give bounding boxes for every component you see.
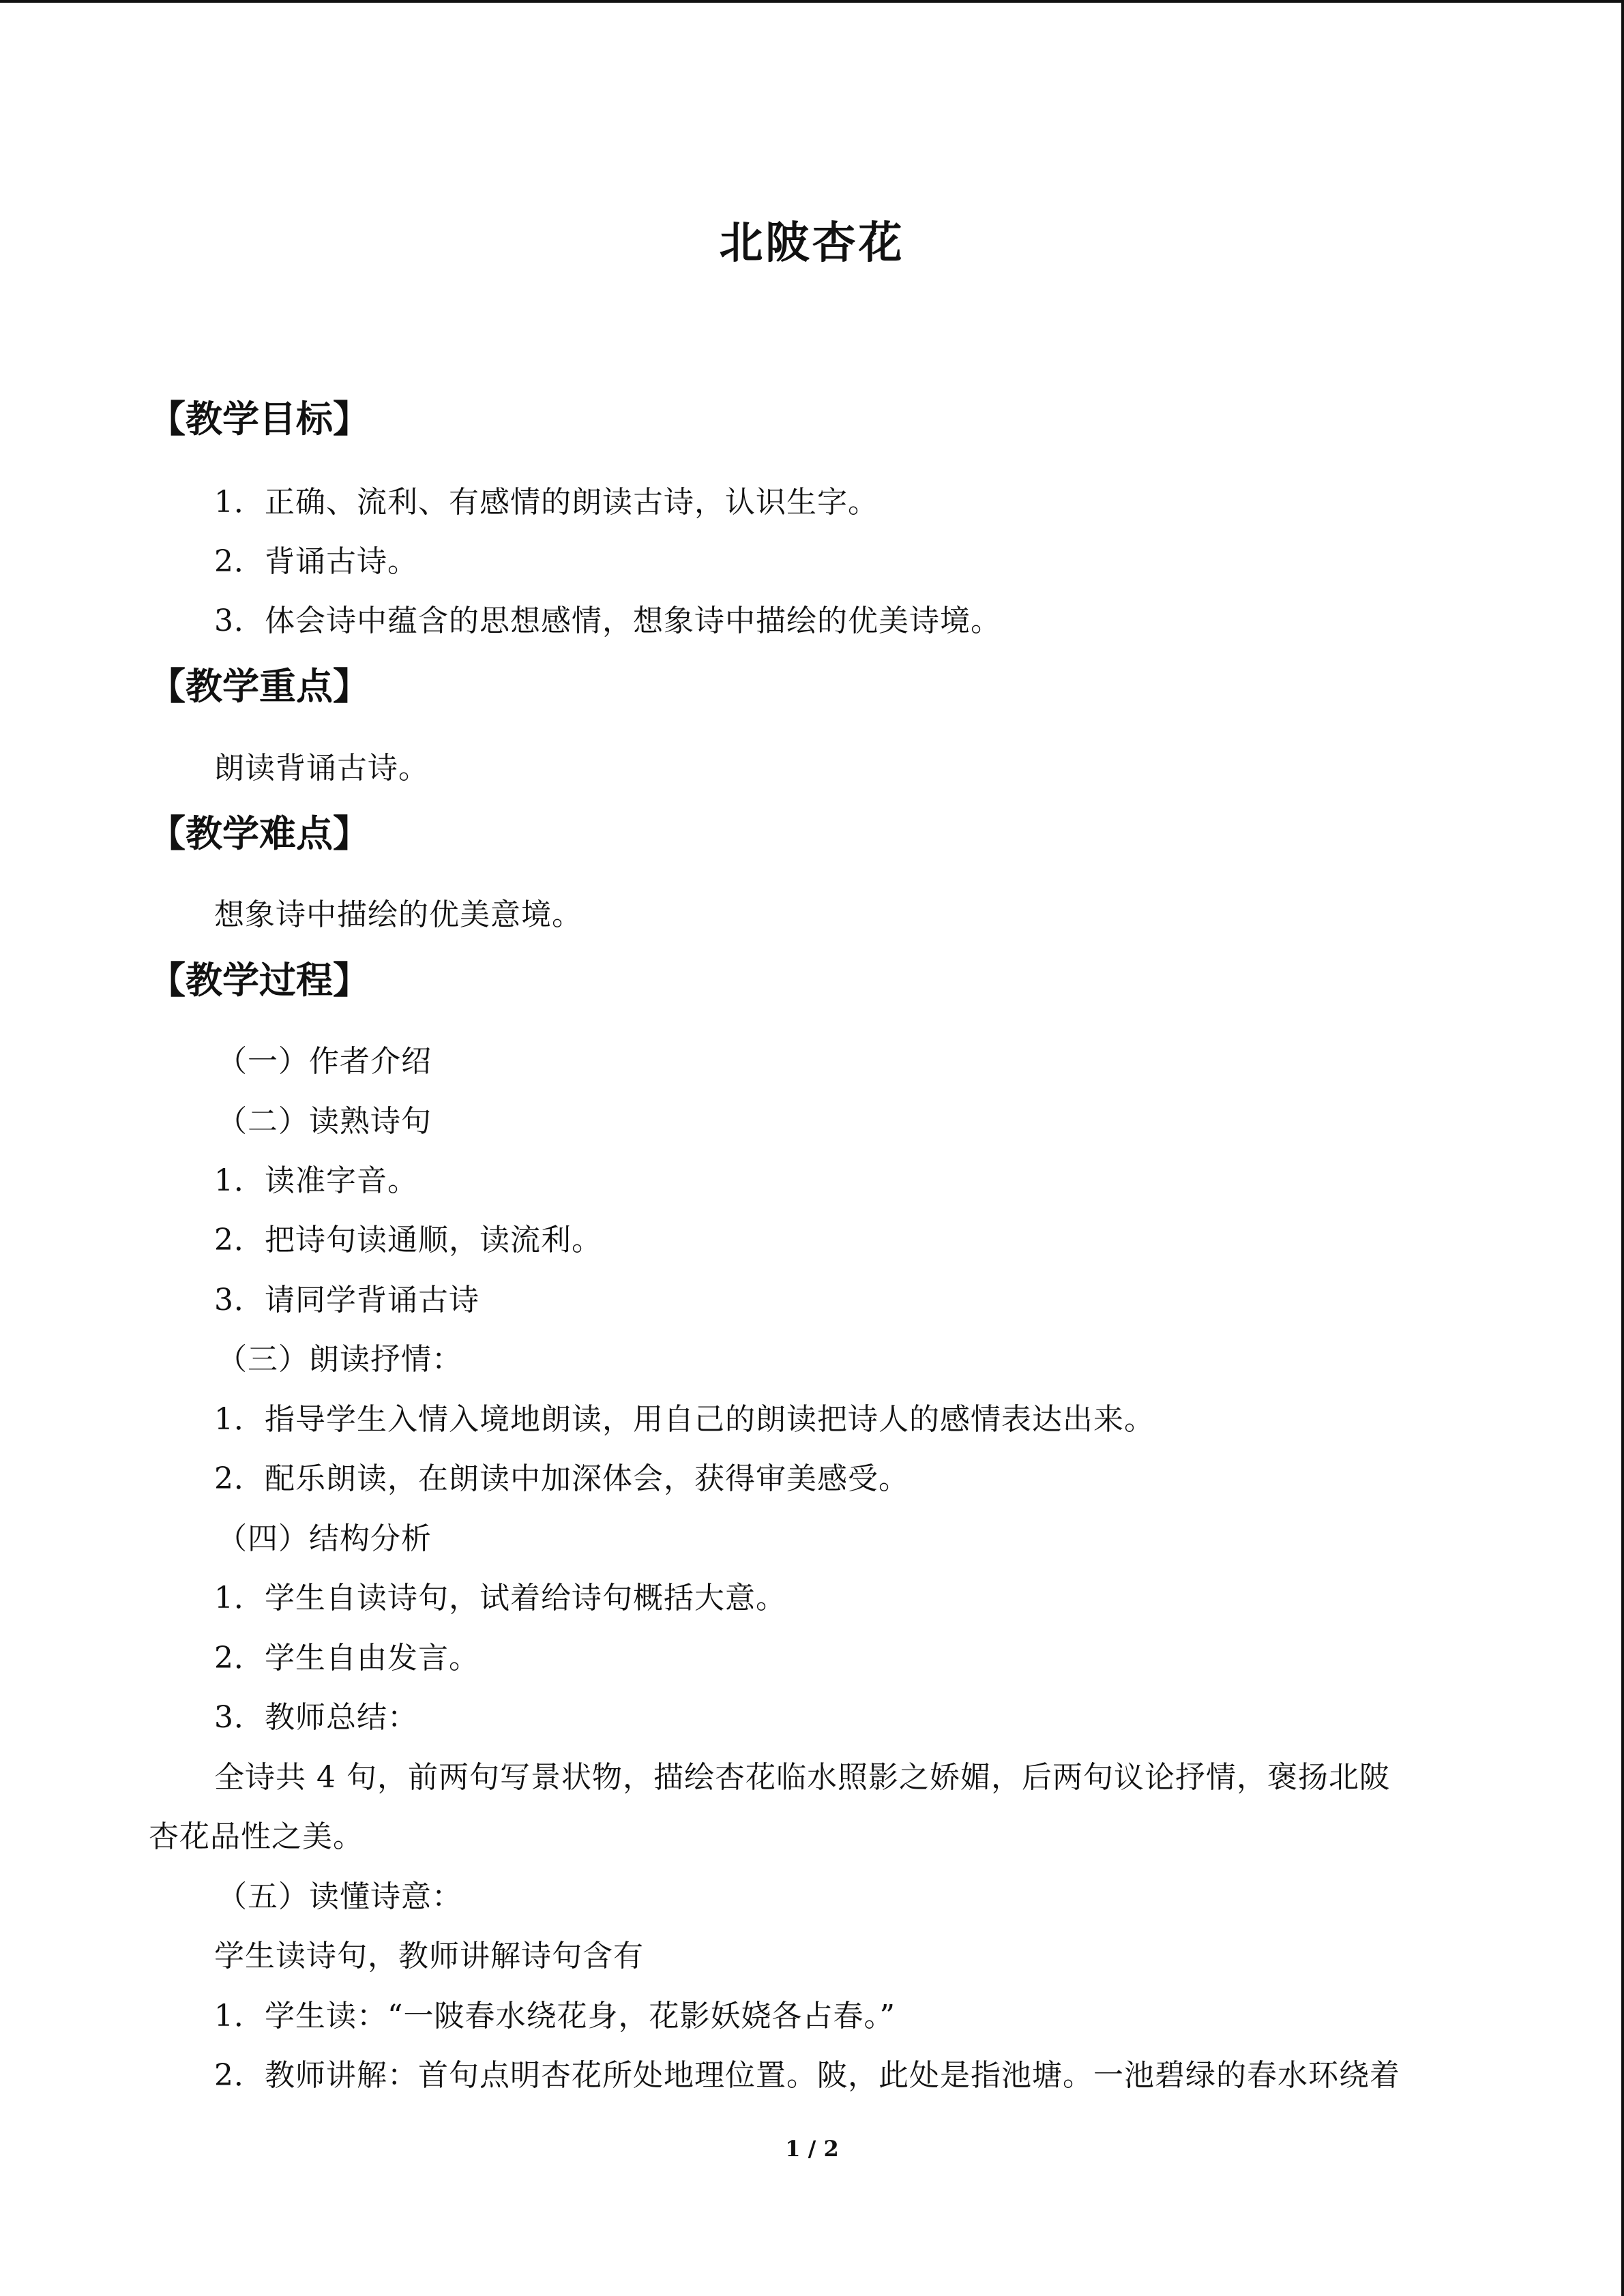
page-title: 北陂杏花 [719, 218, 905, 269]
heading-key-points: 【教学重点】 [149, 665, 370, 708]
right-border-rule [1621, 0, 1624, 2296]
difficulties-text: 想象诗中描绘的优美意境。 [214, 897, 582, 932]
page-number: 1 / 2 [785, 2136, 839, 2162]
key-points-text: 朗读背诵古诗。 [214, 751, 429, 786]
process-line-1: （一）作者介绍 [217, 1044, 432, 1079]
goal-item-2: 2．背诵古诗。 [214, 544, 418, 579]
process-line-4: 2．把诗句读通顺，读流利。 [214, 1223, 602, 1257]
process-line-12: 3．教师总结： [214, 1700, 418, 1735]
process-line-10: 1．学生自读诗句，试着给诗句概括大意。 [214, 1581, 786, 1615]
process-line-16: 学生读诗句，教师讲解诗句含有 [214, 1939, 644, 1973]
process-line-3: 1．读准字音。 [214, 1163, 418, 1198]
process-line-18: 2．教师讲解：首句点明杏花所处地理位置。陂，此处是指池塘。一池碧绿的春水环绕着 [214, 2058, 1400, 2093]
process-line-14: 杏花品性之美。 [149, 1819, 364, 1854]
process-line-8: 2．配乐朗读，在朗读中加深体会，获得审美感受。 [214, 1461, 909, 1496]
heading-teaching-process: 【教学过程】 [149, 959, 370, 1002]
process-line-13: 全诗共 4 句，前两句写景状物，描绘杏花临水照影之娇媚，后两句议论抒情，褒扬北陂 [214, 1760, 1390, 1795]
heading-teaching-goals: 【教学目标】 [149, 398, 370, 441]
process-line-7: 1．指导学生入情入境地朗读，用自己的朗读把诗人的感情表达出来。 [214, 1402, 1155, 1437]
process-line-9: （四）结构分析 [217, 1521, 432, 1556]
goal-item-3: 3．体会诗中蕴含的思想感情，想象诗中描绘的优美诗境。 [214, 603, 1001, 638]
process-line-5: 3．请同学背诵古诗 [214, 1283, 479, 1317]
process-line-6: （三）朗读抒情： [217, 1342, 462, 1377]
process-line-17: 1．学生读：“一陂春水绕花身，花影妖娆各占春。” [214, 1999, 896, 2033]
process-line-11: 2．学生自由发言。 [214, 1641, 479, 1675]
heading-difficulties: 【教学难点】 [149, 812, 370, 855]
process-line-2: （二）读熟诗句 [217, 1104, 432, 1139]
goal-item-1: 1．正确、流利、有感情的朗读古诗，认识生字。 [214, 485, 879, 520]
top-border-rule [0, 0, 1624, 3]
process-line-15: （五）读懂诗意： [217, 1879, 462, 1914]
